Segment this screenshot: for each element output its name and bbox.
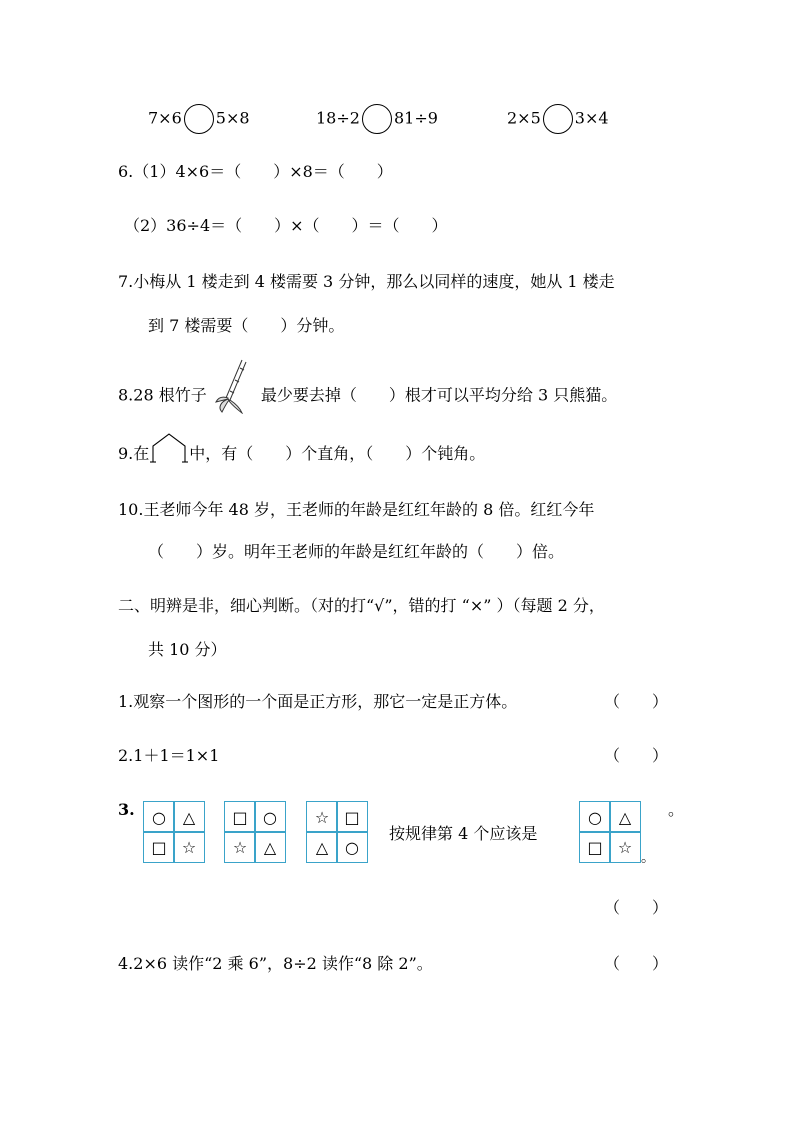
expr-left: 18÷2 [316,108,360,128]
pattern-end-mark-2: 。 [641,850,655,866]
compare-circle[interactable] [362,104,392,134]
pattern-prompt: 按规律第 4 个应该是 [389,824,538,843]
q9-line [118,442,485,466]
judge-1-text: 1.观察一个图形的一个面是正方形，那它一定是正方体。 [118,692,518,711]
shape-cell: □ [344,807,360,827]
shape-cell: ○ [345,837,359,857]
judge-4-text: 4.2×6 读作“2 乘 6”，8÷2 读作“8 除 2”。 [118,954,433,973]
compare-circle[interactable] [543,104,573,134]
section2-heading-line1: 二、明辨是非，细心判断。（对的打“√”，错的打 “×” ）（每题 2 分， [118,596,605,615]
pattern-end-mark-1: 。 [668,800,685,819]
q10-line2: （ ）岁。明年王老师的年龄是红红年龄的（ ）倍。 [148,542,565,561]
judge-3-number: 3. [118,800,135,819]
bamboo-icon [214,358,254,414]
expr-right: 3×4 [574,108,609,128]
shape-cell: ○ [152,807,166,827]
pattern-grid-2 [224,801,286,863]
shape-cell: ○ [263,807,277,827]
expr-left: 7×6 [148,108,182,128]
judge-2-text: 2.1＋1＝1×1 [118,746,220,765]
section2-heading-line2: 共 10 分） [148,640,227,659]
compare-item-2 [316,104,438,134]
shape-cell: □ [232,807,248,827]
q9-text-after: 中，有（ ）个直角，（ ）个钝角。 [189,444,486,463]
shape-cell: ☆ [232,837,248,857]
compare-item-1 [148,104,250,134]
pattern-answer-grid [579,801,641,863]
q8-text-after: 最少要去掉（ ）根才可以平均分给 3 只熊猫。 [260,385,618,405]
q6-line2: （2）36÷4＝（ ）×（ ）＝（ ） [124,216,448,235]
shape-cell: ○ [588,807,602,827]
judge-2-answer-paren[interactable]: （ ） [604,746,669,765]
pattern-grid-1 [143,801,205,863]
expr-right: 5×8 [215,108,250,128]
house-shape-icon [149,432,189,464]
judge-1-answer-paren[interactable]: （ ） [604,692,669,711]
shape-cell: △ [182,807,196,827]
pattern-grid-3 [306,801,368,863]
judge-4-answer-paren[interactable]: （ ） [604,954,669,973]
shape-cell: □ [151,837,167,857]
q8-line [118,378,617,414]
q6-line1: 6.（1）4×6＝（ ）×8＝（ ） [118,162,393,181]
q7-line2: 到 7 楼需要（ ）分钟。 [148,316,345,335]
shape-cell: □ [587,837,603,857]
shape-cell: △ [263,837,277,857]
q10-line1: 10.王老师今年 48 岁，王老师的年龄是红红年龄的 8 倍。红红今年 [118,500,595,519]
shape-cell: △ [618,807,632,827]
judge-3-answer-paren[interactable]: （ ） [604,898,669,917]
compare-circle[interactable] [184,104,214,134]
shape-cell: ☆ [181,837,197,857]
expr-left: 2×5 [507,108,541,128]
shape-cell: ☆ [314,807,330,827]
shape-cell: ☆ [617,837,633,857]
q9-text-before: 9.在 [118,444,150,463]
q7-line1: 7.小梅从 1 楼走到 4 楼需要 3 分钟，那么以同样的速度，她从 1 楼走 [118,272,615,291]
expr-right: 81÷9 [393,108,438,128]
q8-text-before: 8.28 根竹子 [118,385,207,405]
compare-item-3 [507,104,609,134]
shape-cell: △ [315,837,329,857]
